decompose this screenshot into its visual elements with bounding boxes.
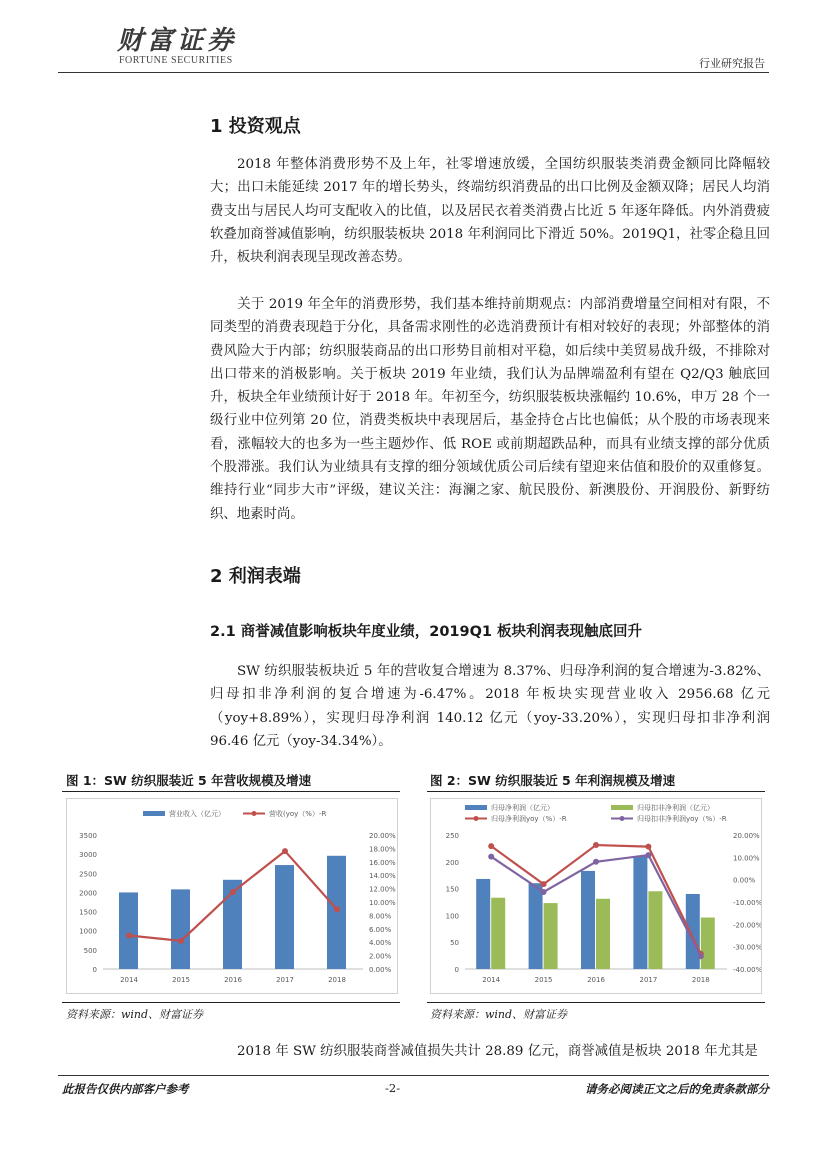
- y-right-tick-label: 10.00%: [733, 854, 760, 863]
- section2-title: 2 利润表端: [210, 566, 301, 587]
- figure2-chart-frame: [430, 798, 762, 994]
- bar-2-2016: [596, 899, 610, 969]
- y-right-tick-label: 20.00%: [369, 832, 396, 840]
- y-left-tick-label: 0: [454, 966, 459, 974]
- section1-paragraph2: [210, 293, 770, 526]
- x-tick-label: 2016: [224, 976, 242, 984]
- section2-paragraph2: [210, 1040, 770, 1063]
- x-tick-label: 2015: [534, 976, 553, 984]
- figure2-top-rule: [427, 791, 765, 792]
- figure2-chart: [431, 799, 761, 993]
- x-tick-label: 2017: [639, 976, 658, 984]
- legend-label: 归母净利润（亿元）: [491, 804, 554, 812]
- y-left-tick-label: 3000: [79, 851, 97, 860]
- y-right-tick-label: -30.00%: [733, 943, 761, 952]
- bar-1-2014: [476, 879, 490, 969]
- line-point-1-2016: [230, 889, 236, 895]
- x-tick-label: 2017: [276, 976, 294, 984]
- footer-disclaimer: 此报告仅供内部客户参考: [62, 1082, 189, 1096]
- bar-2-2017: [648, 891, 662, 969]
- y-left-tick-label: 1000: [79, 927, 97, 936]
- section2-subtitle: 2.1 商誉减值影响板块年度业绩，2019Q1 板块利润表现触底回升: [210, 624, 643, 640]
- figure1-chart-frame: [66, 798, 398, 994]
- y-right-tick-label: 18.00%: [369, 845, 396, 854]
- line-point-1-2017: [282, 848, 288, 854]
- section1-title: 1 投资观点: [210, 116, 301, 137]
- line-point-1-2015: [178, 938, 184, 944]
- figure1-title: 图 1：SW 纺织服装近 5 年营收规模及增速: [66, 773, 312, 788]
- page-number: -2-: [385, 1081, 401, 1095]
- y-right-tick-label: 0.00%: [369, 966, 392, 974]
- line-point-1-2018: [334, 906, 340, 912]
- section2-paragraph1: [210, 660, 770, 753]
- line-point-1-2015: [541, 881, 547, 887]
- y-right-tick-label: 20.00%: [733, 832, 760, 840]
- y-left-tick-label: 50: [450, 939, 459, 948]
- line-point-2-2017: [645, 852, 651, 858]
- line-point-2-2015: [541, 889, 547, 895]
- line-point-1-2017: [645, 844, 651, 850]
- y-left-tick-label: 2000: [79, 889, 97, 898]
- footer-rule: [58, 1075, 769, 1076]
- y-right-tick-label: 10.00%: [369, 899, 396, 907]
- figure1-bottom-rule: [62, 1002, 400, 1003]
- y-left-tick-label: 2500: [79, 870, 97, 879]
- y-right-tick-label: 12.00%: [369, 885, 396, 894]
- figure1-source: 资料来源：wind、财富证券: [66, 1008, 204, 1021]
- line-point-1-2014: [488, 843, 494, 849]
- bar-1-2017: [633, 856, 647, 969]
- logo-en: FORTUNE SECURITIES: [119, 55, 233, 66]
- bar-1-2015: [171, 889, 190, 969]
- line-point-2-2018: [698, 953, 704, 959]
- y-left-tick-label: 0: [92, 966, 97, 974]
- legend-label: 归母扣非净利润（亿元）: [637, 804, 714, 812]
- y-left-tick-label: 250: [445, 832, 459, 840]
- y-right-tick-label: 14.00%: [369, 872, 396, 881]
- bar-1-2016: [581, 871, 595, 969]
- bar-1-2015: [529, 883, 543, 969]
- bar-1-2018: [327, 856, 346, 969]
- section1-p2-text: 关于 2019 年全年的消费形势，我们基本维持前期观点：内部消费增量空间相对有限，不同类型的消费表现趋于分化，具备需求刚性的必选消费预计有相对较好的表现；外部整体的消费风险大于内部；纺织服装商品的出口形势目前相对平稳，如后续中美贸易战升级，不排除对出口带来的消极影响。关于板块 2019 年业绩，我们认为品牌端盈利有望在 Q2/Q3 触底回升，板块全年业绩预计好于 2018 年。年初至今，纺织服装板块涨幅约 10.6%，申万 28 个一级行业中位列第 20 位，消费类板块中表现居后，基金持仓占比也偏低；从个股的市场表现来看，涨幅较大的也多为一些主题炒作、低 ROE 或前期超跌品种，而具有业绩支撑的部分优质个股滞涨。我们认为业绩具有支撑的细分领域优质公司后续有望迎来估值和股价的双重修复。维持行业“同步大市”评级，建议关注：海澜之家、航民股份、新澳股份、开润股份、新野纺织、地素时尚。: [210, 297, 770, 522]
- y-left-tick-label: 150: [445, 885, 459, 894]
- y-left-tick-label: 500: [83, 946, 97, 955]
- y-right-tick-label: -20.00%: [733, 921, 761, 930]
- y-right-tick-label: -10.00%: [733, 899, 761, 907]
- x-tick-label: 2015: [172, 976, 190, 984]
- legend-label: 营收(yoy（%）-R: [269, 810, 327, 818]
- doc-type-label: 行业研究报告: [699, 57, 765, 70]
- bar-2-2018: [701, 918, 715, 969]
- y-right-tick-label: 4.00%: [369, 939, 392, 948]
- legend-swatch-bar: [611, 805, 633, 810]
- y-right-tick-label: 0.00%: [733, 876, 756, 885]
- logo-cn: 财富证券: [117, 26, 238, 56]
- y-right-tick-label: 6.00%: [369, 925, 392, 934]
- section1-p1-text: 2018 年整体消费形势不及上年，社零增速放缓，全国纺织服装类消费金额同比降幅较大；出口未能延续 2017 年的增长势头，终端纺织消费品的出口比例及金额双降；居民人均消费支出与居民人均可支配收入的比值，以及居民衣着类消费占比近 5 年逐年降低。内外消费疲软叠加商誉减值影响，纺织服装板块 2018 年利润同比下滑近 50%。2019Q1，社零企稳且回升，板块利润表现呈现改善态势。: [210, 157, 770, 266]
- legend-label: 营业收入（亿元）: [169, 810, 225, 818]
- line-point-2-2014: [488, 854, 494, 860]
- x-tick-label: 2018: [328, 976, 346, 984]
- figure2-source: 资料来源：wind、财富证券: [430, 1008, 568, 1021]
- figure1-top-rule: [62, 791, 400, 792]
- header-rule: [58, 72, 769, 73]
- x-tick-label: 2016: [587, 976, 605, 984]
- legend-label: 归母扣非净利润yoy（%）-R: [637, 815, 727, 823]
- section2-p2-text: 2018 年 SW 纺织服装商誉减值损失共计 28.89 亿元，商誉减值是板块 2018 年尤其是: [237, 1044, 758, 1059]
- legend-swatch-marker: [474, 816, 479, 821]
- legend-label: 归母净利润yoy（%）-R: [491, 815, 567, 823]
- y-right-tick-label: -40.00%: [733, 966, 761, 974]
- y-left-tick-label: 200: [445, 858, 459, 867]
- x-tick-label: 2014: [482, 976, 501, 984]
- section2-p1-text: SW 纺织服装板块近 5 年的营收复合增速为 8.37%、归母净利润的复合增速为-3.82%、归母扣非净利润的复合增速为-6.47%。2018 年板块实现营业收入 2956.68 亿元（yoy+8.89%），实现归母净利润 140.12 亿元（yoy-33.20%），实现归母扣非净利润 96.46 亿元（yoy-34.34%）。: [210, 664, 770, 749]
- y-left-tick-label: 1500: [79, 908, 97, 917]
- bar-1-2014: [119, 892, 138, 969]
- legend-swatch-marker: [620, 816, 625, 821]
- figure2-bottom-rule: [427, 1002, 765, 1003]
- section1-paragraph1: [210, 153, 770, 269]
- y-right-tick-label: 8.00%: [369, 912, 392, 921]
- y-left-tick-label: 3500: [79, 832, 97, 840]
- legend-swatch-bar: [465, 805, 487, 810]
- legend-swatch-bar: [143, 811, 165, 816]
- bar-2-2015: [544, 903, 558, 969]
- line-point-2-2016: [593, 859, 599, 865]
- figure2-title: 图 2：SW 纺织服装近 5 年利润规模及增速: [430, 773, 676, 788]
- y-right-tick-label: 2.00%: [369, 952, 392, 961]
- line-point-1-2016: [593, 842, 599, 848]
- y-right-tick-label: 16.00%: [369, 858, 396, 867]
- line-point-1-2014: [126, 933, 132, 939]
- legend-swatch-marker: [252, 811, 257, 816]
- bar-2-2014: [491, 898, 505, 969]
- footer-notice: 请务必阅读正文之后的免责条款部分: [585, 1082, 769, 1096]
- y-left-tick-label: 100: [445, 912, 459, 921]
- x-tick-label: 2014: [120, 976, 138, 984]
- bar-1-2017: [275, 865, 294, 969]
- x-tick-label: 2018: [691, 976, 710, 984]
- figure1-chart: [67, 799, 397, 993]
